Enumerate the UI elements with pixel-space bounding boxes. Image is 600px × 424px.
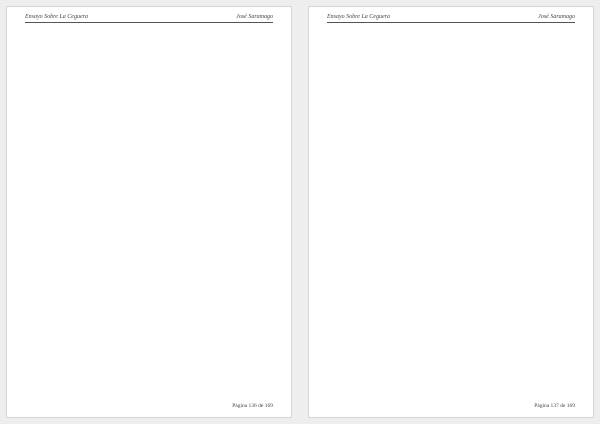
right-page-body (327, 29, 575, 395)
right-header-author: José Saramago (538, 14, 575, 20)
right-page (308, 6, 594, 418)
right-page-header (327, 14, 575, 23)
left-page-body (25, 29, 273, 395)
left-page (6, 6, 292, 418)
left-page-header (25, 14, 273, 23)
left-page-number: Página 136 de 169 (232, 403, 273, 409)
right-header-title: Ensayo Sobre La Ceguera (327, 14, 390, 20)
left-header-author: José Saramago (236, 14, 273, 20)
right-page-number: Página 137 de 169 (534, 403, 575, 409)
left-header-title: Ensayo Sobre La Ceguera (25, 14, 88, 20)
